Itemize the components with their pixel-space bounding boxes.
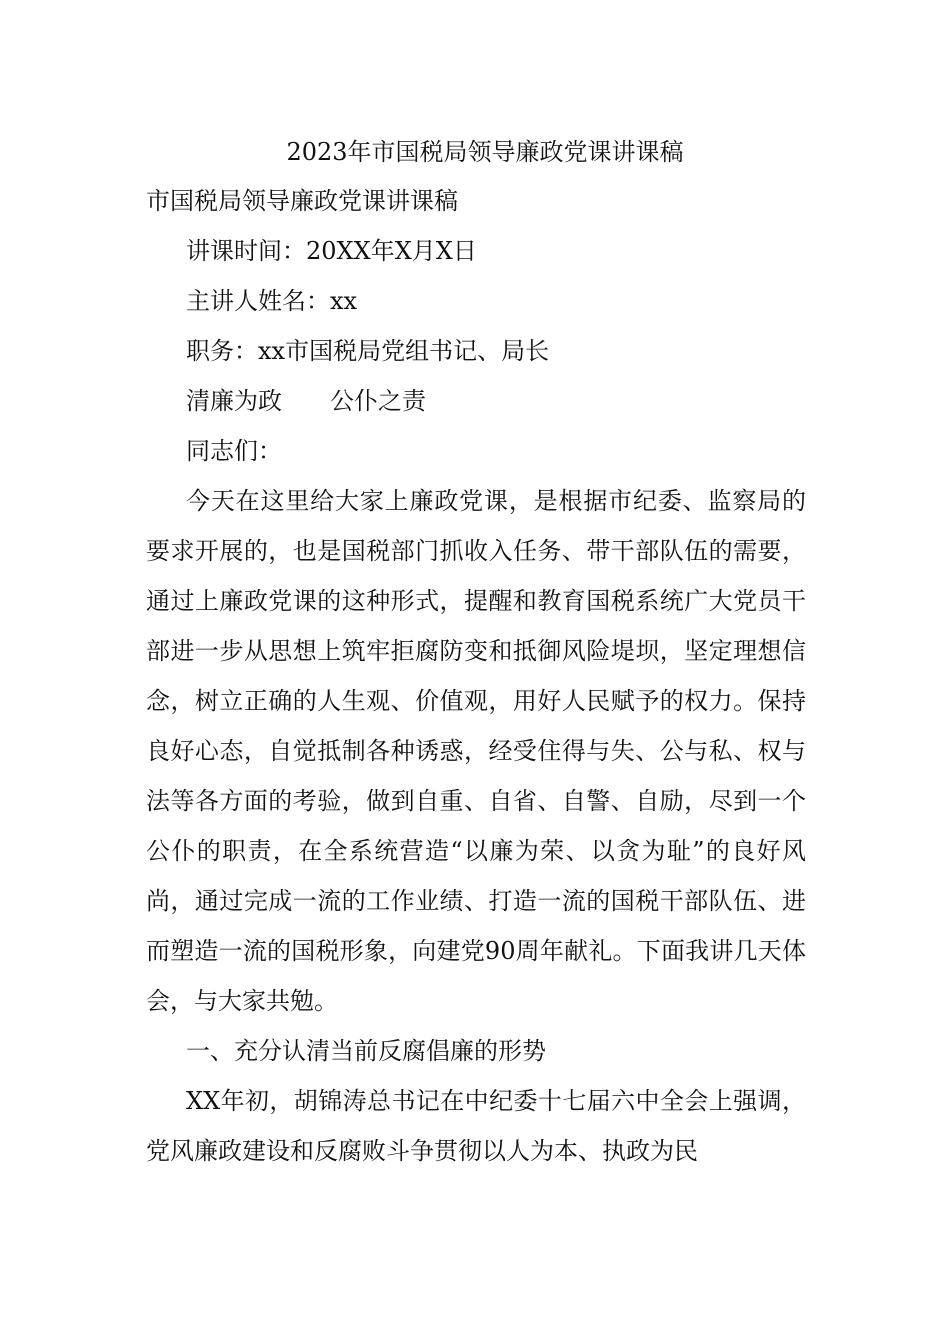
document-title: 2023年市国税局领导廉政党课讲课稿 <box>286 138 684 166</box>
body-paragraph-2: XX年初，胡锦涛总书记在中纪委十七届六中全会上强调，党风廉政建设和反腐败斗争贯彻以人为本、执政为民 <box>146 1087 806 1165</box>
document-subtitle: 市国税局领导廉政党课讲课稿 <box>146 187 458 215</box>
document-body <box>146 128 806 1176</box>
section-heading-1: 一、充分认清当前反腐倡廉的形势 <box>186 1037 546 1065</box>
lecture-theme: 清廉为政 公仆之责 <box>186 387 426 415</box>
lecture-time: 讲课时间：20XX年X月X日 <box>186 237 477 265</box>
speaker-name: 主讲人姓名：xx <box>186 287 358 315</box>
speaker-position: 职务：xx市国税局党组书记、局长 <box>186 337 550 365</box>
body-paragraph-1: 今天在这里给大家上廉政党课，是根据市纪委、监察局的要求开展的，也是国税部门抓收入任务、带干部队伍的需要，通过上廉政党课的这种形式，提醒和教育国税系统广大党员干部进一步从思想上筑牢拒腐防变和抵御风险堤坝，坚定理想信念，树立正确的人生观、价值观，用好人民赋予的权力。保持良好心态，自觉抵制各种诱惑，经受住得与失、公与私、权与法等各方面的考验，做到自重、自省、自警、自励，尽到一个公仆的职责，在全系统营造“以廉为荣、以贪为耻”的良好风尚，通过完成一流的工作业绩、打造一流的国税干部队伍、进而塑造一流的国税形象，向建党90周年献礼。下面我讲几天体会，与大家共勉。 <box>146 487 806 1015</box>
salutation: 同志们： <box>186 437 282 465</box>
